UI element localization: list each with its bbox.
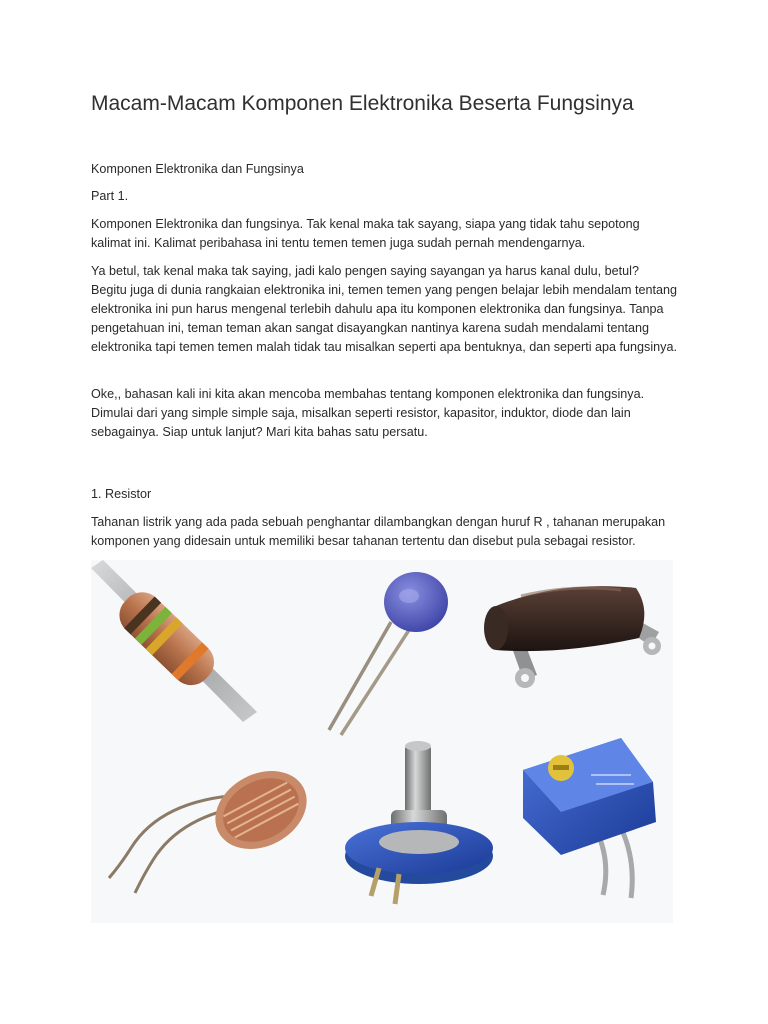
rotary-potentiometer-image [345, 741, 493, 904]
paragraph-plan: Oke,, bahasan kali ini kita akan mencoba membahas tentang komponen elektronika dan fungsinya. Dimulai dari yang simple simple saja, misalkan seperti resistor, kapasitor, induktor, diode dan lain sebagainya. Siap untuk lanjut? Mari kita bahas satu persatu. [91, 387, 645, 439]
carbon-film-resistor-image [91, 560, 257, 722]
part-label: Part 1. [91, 189, 129, 203]
section-paragraph-resistor: Tahanan listrik yang ada pada sebuah penghantar dilambangkan dengan huruf R , tahanan merupakan komponen yang didesain untuk memiliki besar tahanan tertentu dan disebut pula sebagai resistor. [91, 515, 666, 548]
wirewound-power-resistor-image [484, 586, 661, 688]
resistor-types-photo [91, 560, 673, 923]
trimmer-potentiometer-image [523, 738, 656, 898]
paragraph-explanation: Ya betul, tak kenal maka tak saying, jadi kalo pengen saying sayangan ya harus kanal dulu, betul? Begitu juga di dunia rangkaian elektronika ini, temen temen yang pengen belajar lebih mendalam tentang elektronika ini pun harus mengenal terlebih dahulu apa itu komponen elektronika dan fungsinya. Tanpa pengetahuan ini, teman teman akan sangat disayangkan nantinya karena sudah mendalami tentang elektronika tapi temen temen malah tidak tau misalkan seperti apa bentuknya, dan seperti apa fungsinya. [91, 264, 678, 354]
document-title: Macam-Macam Komponen Elektronika Beserta Fungsinya [91, 92, 634, 115]
paragraph-intro: Komponen Elektronika dan fungsinya. Tak kenal maka tak sayang, siapa yang tidak tahu sepotong kalimat ini. Kalimat peribahasa ini tentu temen temen juga sudah pernah mendengarnya. [91, 217, 640, 250]
section-heading-resistor: 1. Resistor [91, 487, 152, 501]
light-dependent-resistor-image [109, 756, 320, 893]
document-subtitle: Komponen Elektronika dan Fungsinya [91, 162, 304, 176]
disc-varistor-image [329, 572, 448, 735]
